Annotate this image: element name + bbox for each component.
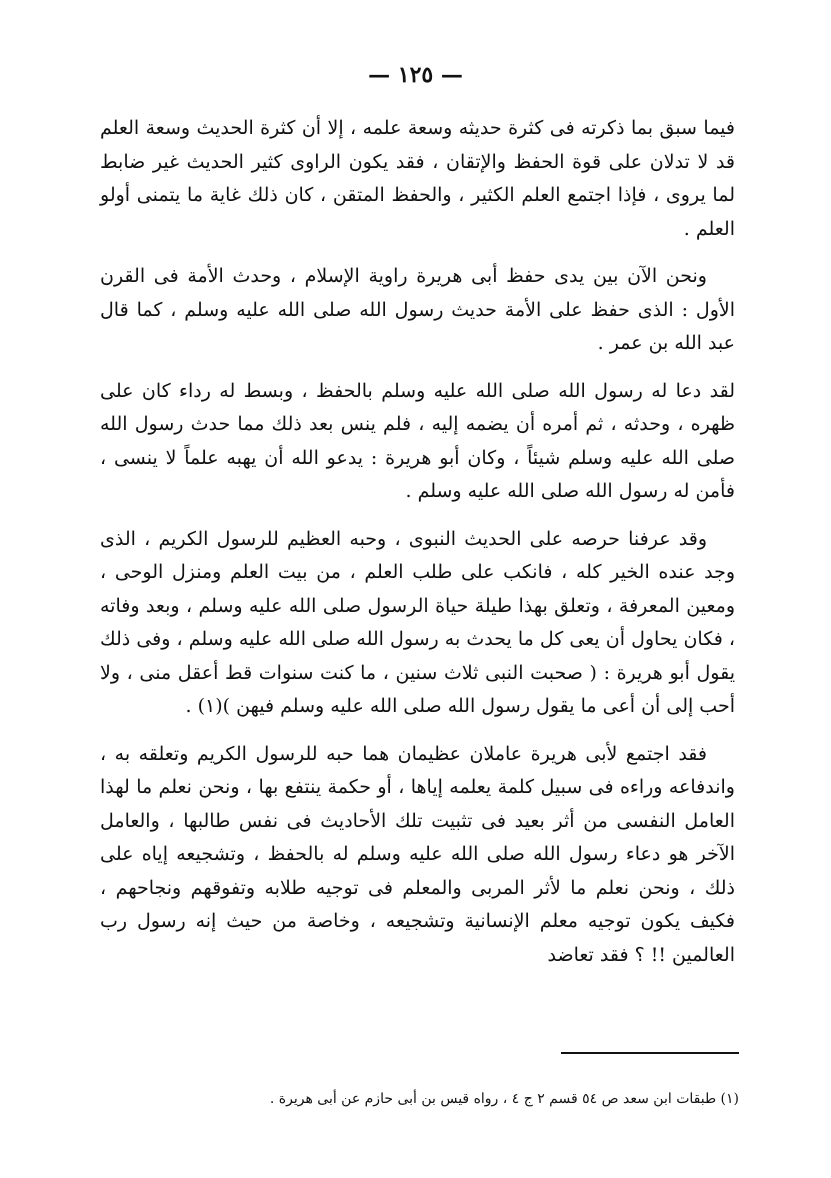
- paragraph-2: ونحن الآن بين يدى حفظ أبى هريرة راوية الإسلام ، وحدث الأمة فى القرن الأول : الذى حفظ على الأمة حديث رسول الله صلى الله عليه وسلم ، كما قال عبد الله بن عمر .: [100, 265, 735, 354]
- footnote: (١) طبقات ابن سعد ص ٥٤ قسم ٢ ج ٤ ، رواه قيس بن أبى حازم عن أبى هريرة .: [269, 1091, 739, 1107]
- paragraph-5: فقد اجتمع لأبى هريرة عاملان عظيمان هما حبه للرسول الكريم وتعلقه به ، واندفاعه وراءه فى سبيل كلمة يعلمه إياها ، أو حكمة ينتفع بها ، ونحن نعلم ما لهذا العامل النفسى من أثر بعيد فى تثبيت تلك الأحاديث فى نفس طالبها ، والعامل الآخر هو دعاء رسول الله صلى الله عليه وسلم له بالحفظ ، وتشجيعه إياه على ذلك ، ونحن نعلم ما لأثر المربى والمعلم فى توجيه طلابه وتفوقهم ونجاحهم ، فكيف يكون توجيه معلم الإنسانية وتشجيعه ، وخاصة من حيث إنه رسول رب العالمين !! ؟ فقد تعاضد: [100, 742, 735, 966]
- paragraph-4: وقد عرفنا حرصه على الحديث النبوى ، وحبه العظيم للرسول الكريم ، الذى وجد عنده الخير كله ، فانكب على طلب العلم ، من بيت العلم ومنزل الوحى ، ومعين المعرفة ، وتعلق بهذا طيلة حياة الرسول صلى الله عليه وسلم ، وبعد وفاته ، فكان يحاول أن يعى كل ما يحدث به رسول الله صلى الله عليه وسلم ، وفى ذلك يقول أبو هريرة : ( صحبت النبى ثلاث سنين ، ما كنت سنوات قط أعقل منى ، ولا أحب إلى أن أعى ما يقول رسول الله صلى الله عليه وسلم فيهن )(١) .: [100, 527, 735, 717]
- paragraph-1: فيما سبق بما ذكرته فى كثرة حديثه وسعة علمه ، إلا أن كثرة الحديث وسعة العلم قد لا تدلان على قوة الحفظ والإتقان ، فقد يكون الراوى كثير الحديث غير ضابط لما يروى ، فإذا اجتمع العلم الكثير ، والحفظ المتقن ، كان ذلك غاية ما يتمنى أولو العلم .: [100, 117, 735, 240]
- paragraph-3: لقد دعا له رسول الله صلى الله عليه وسلم بالحفظ ، وبسط له رداء كان على ظهره ، وحدثه ، ثم أمره أن يضمه إليه ، فلم ينس بعد ذلك مما حدث رسول الله صلى الله عليه وسلم شيئاً ، وكان أبو هريرة : يدعو الله أن يهبه علماً لا ينسى ، فأمن له رسول الله صلى الله عليه وسلم .: [100, 379, 735, 502]
- body-text: [100, 112, 735, 986]
- page-number: — ١٢٥ —: [368, 62, 463, 88]
- footnote-divider: [561, 1052, 739, 1054]
